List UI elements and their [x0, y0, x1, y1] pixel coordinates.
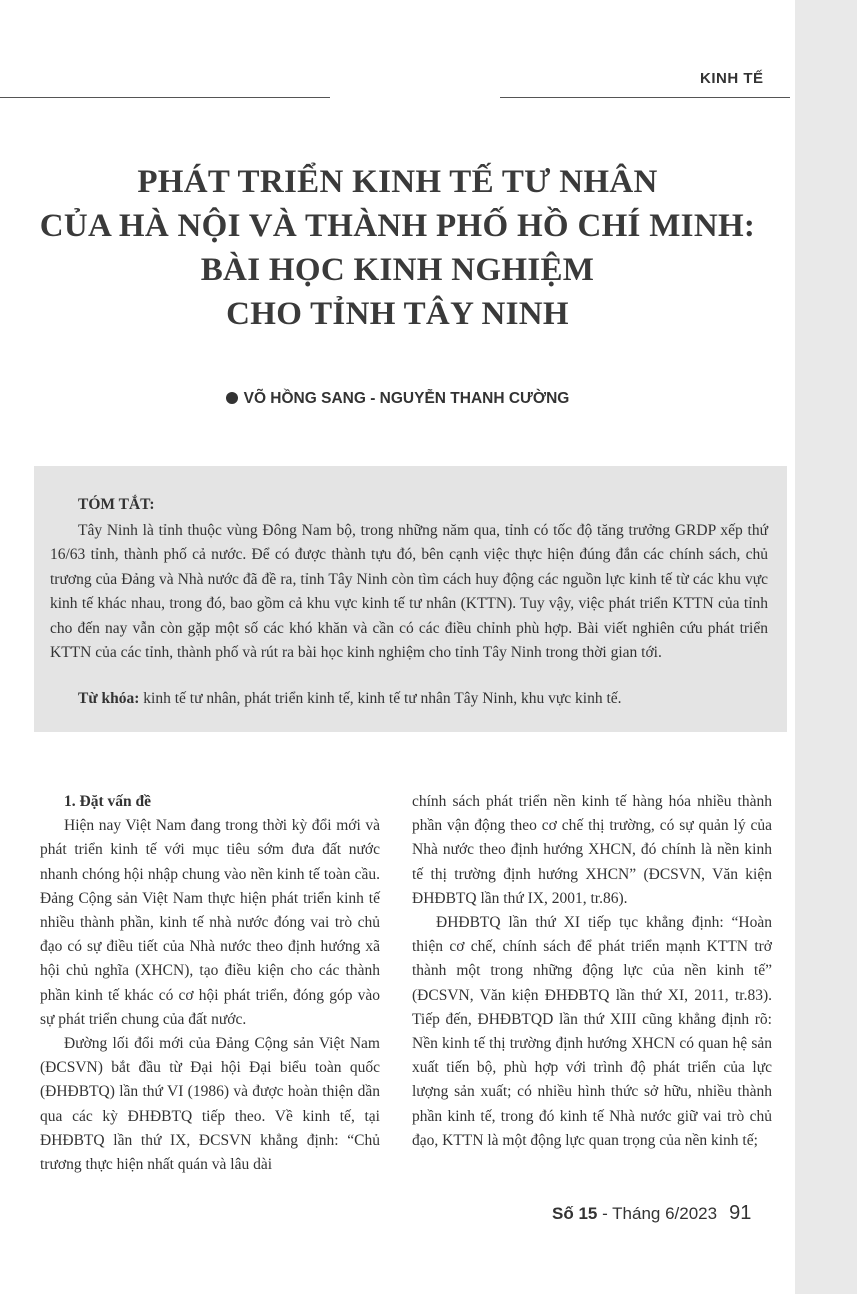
- author-byline: [0, 390, 795, 408]
- keywords: [78, 687, 768, 711]
- paragraph: Đường lối đổi mới của Đảng Cộng sản Việt Nam (ĐCSVN) bắt đầu từ Đại hội Đại biểu toàn quốc (ĐHĐBTQ) lần thứ VI (1986) và được hoàn thiện dần qua các kỳ ĐHĐBTQ tiếp theo. Về kinh tế, tại ĐHĐBTQ lần thứ IX, ĐCSVN khẳng định: “Chủ trương thực hiện nhất quán và lâu dài: [40, 1035, 380, 1174]
- title-line: CỦA HÀ NỘI VÀ THÀNH PHỐ HỒ CHÍ MINH:: [39, 208, 756, 244]
- page-edge-shadow: [795, 0, 857, 1294]
- issue-date: Tháng 6/2023: [612, 1204, 718, 1223]
- section-label: KINH TẾ: [700, 70, 764, 87]
- abstract-body: Tây Ninh là tỉnh thuộc vùng Đông Nam bộ, trong những năm qua, tỉnh có tốc độ tăng trưởng GRDP xếp thứ 16/63 tỉnh, thành phố cả nước. Để có được thành tựu đó, bên cạnh việc thực hiện đúng đắn các chính sách, chủ trương của Đảng và Nhà nước đã đề ra, tỉnh Tây Ninh còn tìm cách huy động các nguồn lực kinh tế từ các khu vực kinh tế khác nhau, trong đó, bao gồm cả khu vực kinh tế tư nhân (KTTN). Tuy vậy, việc phát triển KTTN của tỉnh cho đến nay vẫn còn gặp một số các khó khăn và cần có các điều chỉnh phù hợp. Bài viết nghiên cứu phát triển KTTN của các tỉnh, thành phố và rút ra bài học kinh nghiệm cho tỉnh Tây Ninh trong thời gian tới.: [50, 522, 768, 662]
- bullet-icon: [226, 392, 238, 404]
- title-line: CHO TỈNH TÂY NINH: [226, 296, 569, 332]
- paragraph: Hiện nay Việt Nam đang trong thời kỳ đổi mới và phát triển kinh tế với mục tiêu sớm đưa đất nước nhanh chóng hội nhập chung vào nền kinh tế toàn cầu. Đảng Cộng sản Việt Nam thực hiện phát triển kinh tế nhiều thành phần, kinh tế nhà nước đóng vai trò chủ đạo có sự điều tiết của Nhà nước theo định hướng xã hội chủ nghĩa (XHCN), tạo điều kiện cho các thành phần kinh tế khác có cơ hội phát triển, đóng góp vào sự phát triển chung của đất nước.: [40, 817, 380, 1028]
- author-names: VÕ HỒNG SANG - NGUYỄN THANH CƯỜNG: [243, 390, 570, 407]
- section-heading: 1. Đặt vấn đề: [64, 793, 151, 810]
- right-column: [412, 790, 772, 1153]
- page-footer: [552, 1202, 751, 1225]
- keywords-label: Từ khóa:: [78, 690, 140, 707]
- title-line: BÀI HỌC KINH NGHIỆM: [200, 252, 595, 288]
- header-rule-gap: [330, 93, 500, 101]
- article-title: [0, 160, 795, 336]
- issue-number: Số 15: [552, 1204, 598, 1223]
- title-line: PHÁT TRIỂN KINH TẾ TƯ NHÂN: [137, 164, 658, 200]
- paragraph: chính sách phát triển nền kinh tế hàng hóa nhiều thành phần vận động theo cơ chế thị trường, có sự quản lý của Nhà nước theo định hướng XHCN, đó chính là nền kinh tế thị trường định hướng XHCN” (ĐCSVN, Văn kiện ĐHĐBTQ lần thứ IX, 2001, tr.86).: [412, 793, 772, 907]
- page-number: 91: [729, 1202, 752, 1224]
- left-column: [40, 790, 380, 1177]
- abstract-heading: TÓM TẮT:: [78, 496, 155, 513]
- paragraph: ĐHĐBTQ lần thứ XI tiếp tục khẳng định: “Hoàn thiện cơ chế, chính sách để phát triển mạnh KTTN trở thành một trong những động lực của nền kinh tế” (ĐCSVN, Văn kiện ĐHĐBTQ lần thứ XI, 2011, tr.83). Tiếp đến, ĐHĐBTQD lần thứ XIII cũng khẳng định rõ: Nền kinh tế thị trường định hướng XHCN có quan hệ sản xuất tiến bộ, phù hợp với trình độ phát triển của lực lượng sản xuất; có nhiều hình thức sở hữu, nhiều thành phần kinh tế, trong đó kinh tế Nhà nước giữ vai trò chủ đạo, KTTN là một động lực quan trọng của nền kinh tế;: [412, 914, 772, 1149]
- footer-separator: -: [597, 1204, 613, 1223]
- keywords-text: kinh tế tư nhân, phát triển kinh tế, kinh tế tư nhân Tây Ninh, khu vực kinh tế.: [143, 690, 622, 707]
